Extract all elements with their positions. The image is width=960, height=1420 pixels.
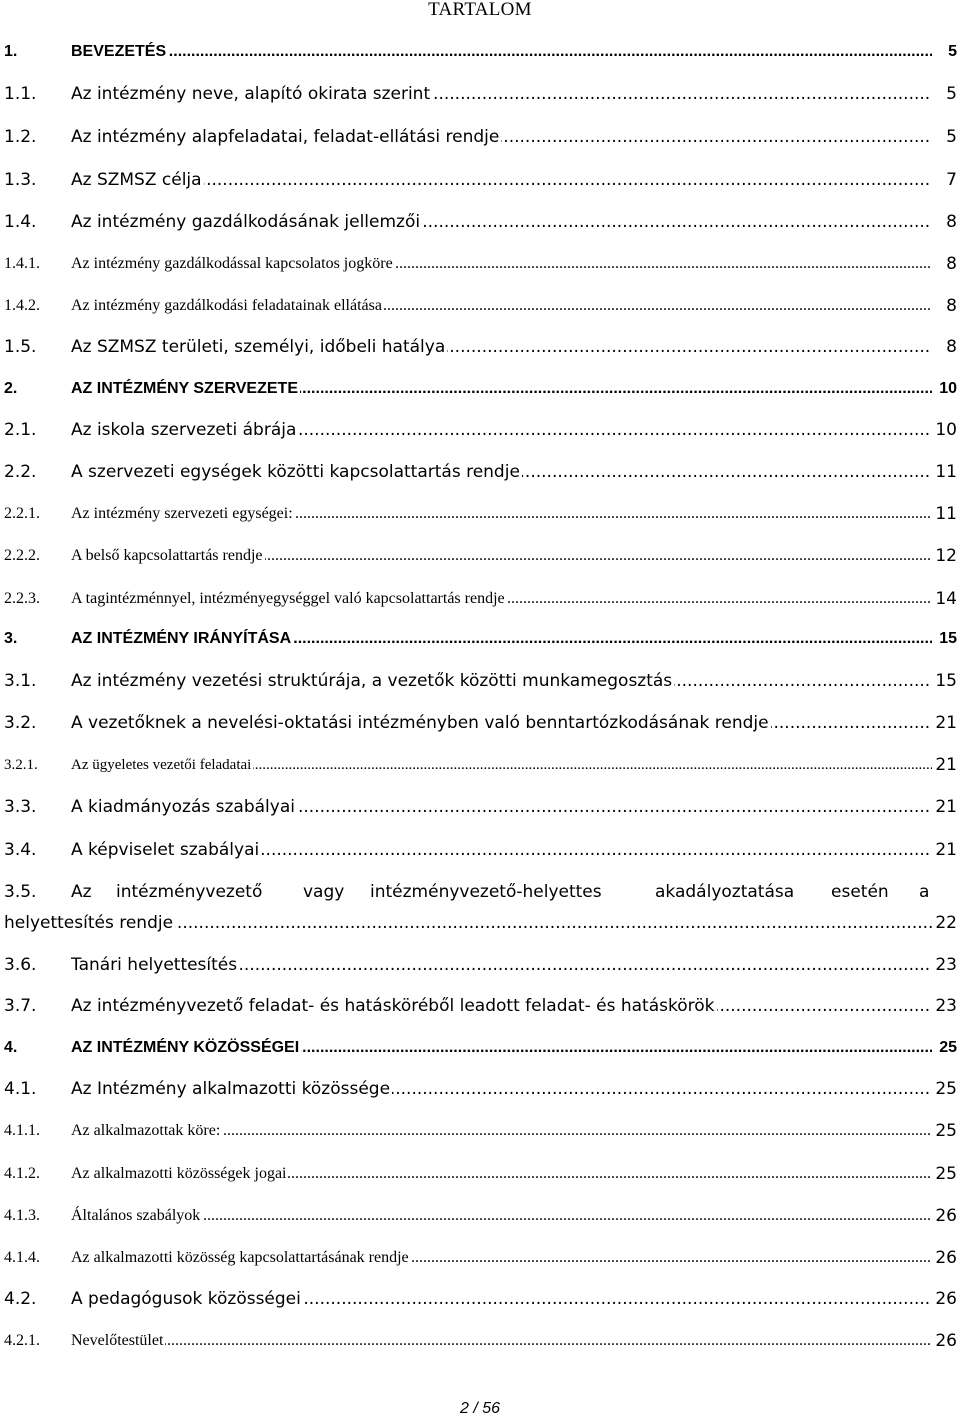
toc-entry[interactable] [0, 40, 960, 68]
toc-entry-page: 21 [935, 797, 957, 817]
toc-entry[interactable] [0, 1162, 960, 1190]
toc-entry-title: A kiadmányozás szabályai [71, 797, 295, 817]
toc-entry-page: 7 [946, 170, 957, 190]
toc-entry[interactable] [0, 953, 960, 981]
toc-entry-title: Az intézmény gazdálkodással kapcsolatos jogköre [71, 255, 393, 272]
toc-entry[interactable] [0, 125, 960, 153]
toc-entry-page: 25 [935, 1164, 957, 1184]
toc-entry[interactable] [0, 502, 960, 530]
toc-entry[interactable] [0, 627, 960, 655]
toc-entry-title: Az intézmény alapfeladatai, feladat-ellátási rendje [71, 127, 500, 147]
toc-entry-page: 22 [935, 913, 957, 933]
toc-entry-title-word: akadályoztatása [655, 882, 795, 902]
toc-entry[interactable] [0, 1204, 960, 1232]
toc-entry-title: Tanári helyettesítés [71, 955, 238, 975]
toc-entry-page: 21 [935, 840, 957, 860]
toc-entry-number: 4.2. [4, 1289, 37, 1309]
toc-entry-title: A vezetőknek a nevelési-oktatási intézményben való benntartózkodásának rendje [71, 713, 769, 733]
page-number-footer: 2 / 56 [459, 1400, 501, 1417]
toc-entry-number: 3.5. [4, 882, 37, 902]
toc-entry[interactable] [0, 587, 960, 615]
toc-entry[interactable] [0, 1329, 960, 1357]
toc-entry[interactable] [0, 795, 960, 823]
toc-entry-title-word: intézményvezető [116, 882, 263, 902]
toc-entry-page: 5 [946, 84, 957, 104]
toc-entry-number: 4.1.4. [4, 1249, 40, 1266]
toc-entry-title: Az intézmény gazdálkodási feladatainak ellátása [71, 297, 382, 314]
toc-entry-page: 8 [946, 337, 957, 357]
toc-entry-number: 1.4. [4, 212, 37, 232]
toc-entry-page: 15 [935, 671, 957, 691]
toc-entry-number: 2.2.2. [4, 547, 40, 564]
toc-entry-number: 3.3. [4, 797, 37, 817]
toc-entry-page: 25 [935, 1121, 957, 1141]
toc-entry-number: 1.4.1. [4, 255, 40, 272]
toc-entry-title: helyettesítés rendje [4, 913, 174, 933]
toc-entry-title: Az intézmény gazdálkodásának jellemzői [71, 212, 421, 232]
toc-entry[interactable] [0, 294, 960, 322]
toc-entry[interactable] [0, 168, 960, 196]
toc-entry[interactable] [0, 1246, 960, 1274]
toc-entry-title: Az SZMSZ célja [71, 170, 202, 190]
toc-entry-number: 1.3. [4, 170, 37, 190]
toc-entry[interactable] [0, 1036, 960, 1064]
toc-entry-page: 21 [935, 755, 957, 775]
toc-entry-number: 1.2. [4, 127, 37, 147]
toc-entry-number: 3. [4, 630, 18, 647]
toc-entry-title: Az intézmény vezetési struktúrája, a vezetők közötti munkamegosztás [71, 671, 673, 691]
toc-entry[interactable] [0, 418, 960, 446]
toc-entry-page: 8 [946, 296, 957, 316]
toc-entry-page: 11 [935, 504, 957, 524]
toc-entry[interactable] [0, 880, 960, 908]
toc-entry-page: 8 [946, 212, 957, 232]
toc-entry-number: 2.2. [4, 462, 37, 482]
toc-entry-number: 2.2.3. [4, 590, 40, 607]
toc-entry-page: 23 [935, 996, 957, 1016]
toc-entry-continuation[interactable] [0, 911, 960, 939]
toc-entry-number: 4.1.3. [4, 1207, 40, 1224]
toc-entry-number: 1. [4, 43, 18, 60]
toc-entry[interactable] [0, 1287, 960, 1315]
toc-entry-page: 10 [935, 420, 957, 440]
toc-entry-page: 25 [937, 1036, 957, 1060]
toc-entry-title: A tagintézménnyel, intézményegységgel való kapcsolattartás rendje [71, 590, 505, 607]
toc-entry-page: 11 [935, 462, 957, 482]
toc-entry-page: 8 [946, 254, 957, 274]
toc-entry-number: 3.2. [4, 713, 37, 733]
toc-entry-number: 3.6. [4, 955, 37, 975]
toc-entry[interactable] [0, 994, 960, 1022]
toc-entry-page: 12 [935, 546, 957, 566]
toc-entry-title-word: intézményvezető-helyettes [370, 882, 602, 902]
toc-entry[interactable] [0, 377, 960, 405]
toc-entry-title: Az intézmény neve, alapító okirata szerint [71, 84, 431, 104]
toc-entry[interactable] [0, 1077, 960, 1105]
toc-entry[interactable] [0, 460, 960, 488]
toc-entry[interactable] [0, 82, 960, 110]
toc-entry-number: 4.1.1. [4, 1122, 40, 1139]
toc-entry-number: 3.2.1. [4, 757, 38, 773]
toc-entry-title: Az alkalmazottak köre: [71, 1122, 221, 1139]
toc-entry-title: Az ügyeletes vezetői feladatai [71, 757, 252, 773]
toc-entry-number: 2.2.1. [4, 505, 40, 522]
toc-entry-title: AZ INTÉZMÉNY KÖZÖSSÉGEI [71, 1039, 300, 1056]
toc-entry-title: Az intézményvezető feladat- és hatásköréből leadott feladat- és hatáskörök [71, 996, 715, 1016]
toc-entry-title: AZ INTÉZMÉNY IRÁNYÍTÁSA [71, 630, 292, 647]
toc-entry[interactable] [0, 753, 960, 781]
toc-entry-number: 2. [4, 380, 18, 397]
toc-entry-number: 1.4.2. [4, 297, 40, 314]
toc-entry-page: 5 [946, 40, 957, 64]
toc-entry-page: 21 [935, 713, 957, 733]
page-title: TARTALOM [428, 0, 532, 20]
toc-entry-title: Az alkalmazotti közösség kapcsolattartásának rendje [71, 1249, 409, 1266]
toc-entry-number: 3.1. [4, 671, 37, 691]
toc-entry-number: 1.5. [4, 337, 37, 357]
toc-entry[interactable] [0, 544, 960, 572]
toc-entry-title: AZ INTÉZMÉNY SZERVEZETE [71, 380, 298, 397]
toc-entry[interactable] [0, 838, 960, 866]
toc-entry-title: A belső kapcsolattartás rendje [71, 547, 263, 564]
toc-entry-title-word: vagy [303, 882, 345, 902]
toc-entry-page: 25 [935, 1079, 957, 1099]
toc-entry-page: 26 [935, 1289, 957, 1309]
toc-entry-number: 4. [4, 1039, 18, 1056]
toc-entry-title: A pedagógusok közösségei [71, 1289, 301, 1309]
toc-entry-title: Általános szabályok [71, 1207, 201, 1224]
toc-entry[interactable] [0, 252, 960, 280]
toc-entry-page: 26 [935, 1206, 957, 1226]
toc-entry-title-word: a [919, 882, 930, 902]
toc-entry-page: 23 [935, 955, 957, 975]
toc-entry-title-word: esetén [831, 882, 889, 902]
toc-entry-number: 3.7. [4, 996, 37, 1016]
toc-entry-title: Az Intézmény alkalmazotti közössége [71, 1079, 391, 1099]
toc-entry-number: 2.1. [4, 420, 37, 440]
toc-entry[interactable] [0, 1119, 960, 1147]
toc-entry[interactable] [0, 669, 960, 697]
toc-entry-number: 3.4. [4, 840, 37, 860]
toc-entry-page: 10 [937, 377, 957, 401]
toc-entry[interactable] [0, 335, 960, 363]
toc-entry-page: 26 [935, 1331, 957, 1351]
toc-entry[interactable] [0, 711, 960, 739]
toc-entry-title: Az intézmény szervezeti egységei: [71, 505, 293, 522]
toc-entry-number: 4.1.2. [4, 1165, 40, 1182]
toc-entry-page: 15 [937, 627, 957, 651]
toc-entry-number: 4.1. [4, 1079, 37, 1099]
toc-entry-page: 5 [946, 127, 957, 147]
toc-entry-title: Az alkalmazotti közösségek jogai [71, 1165, 287, 1182]
toc-entry-page: 26 [935, 1248, 957, 1268]
toc-entry-title: A képviselet szabályai [71, 840, 260, 860]
toc-entry-number: 4.2.1. [4, 1332, 40, 1349]
toc-entry-title: A szervezeti egységek közötti kapcsolattartás rendje [71, 462, 520, 482]
toc-entry[interactable] [0, 210, 960, 238]
toc-entry-title: Az SZMSZ területi, személyi, időbeli hatálya [71, 337, 446, 357]
toc-entry-page: 14 [935, 589, 957, 609]
toc-entry-title: BEVEZETÉS [71, 43, 167, 60]
toc-entry-title-word: Az [71, 882, 92, 902]
toc-entry-title: Az iskola szervezeti ábrája [71, 420, 297, 440]
toc-entry-title: Nevelőtestület [71, 1332, 164, 1349]
toc-entry-number: 1.1. [4, 84, 37, 104]
